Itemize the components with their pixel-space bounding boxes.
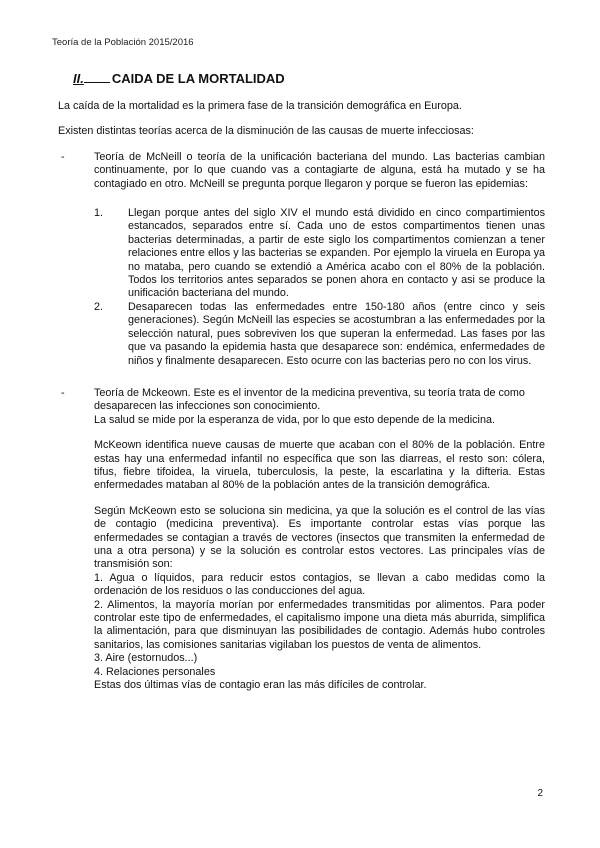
- list-number: 2.: [94, 300, 104, 313]
- intro-paragraph: La caída de la mortalidad es la primera fase de la transición demográfica en Europa.: [58, 100, 462, 112]
- causes-paragraph: McKeown identifica nueve causas de muerte que acaban con el 80% de la población. Entre estas hay una enfermedad infantil no específica que son las diarreas, el resto son: cólera, tifus, fiebre tifoidea, la viruela, tuberculosis, la peste, la escarlatina y la difteria. Estas enfermedades mataban al 80% de la población antes de la transición demográfica.: [94, 439, 545, 492]
- heading-underline: [84, 71, 110, 83]
- theory-mcneill-text: Teoría de McNeill o teoría de la unificación bacteriana del mundo. Las bacterias cambian continuamente, por lo que cuando vas a contagiarte de alguna, está ha mutado y se ha contagiado en otro. McNeill se pregunta porque llegaron y porque se fueron las epidemias:: [94, 150, 545, 190]
- theory-mcneill: [58, 151, 545, 191]
- list-item-text: Desaparecen todas las enfermedades entre 150-180 años (entre cinco y seis generaciones). Según McNeill las especies se acostumbran a las enfermedades por la selección natural, pues sobreviven los que superan la enfermedad. Las fases por las que va pasando la epidemia hasta que desaparece son: endémica, enfermedades de niños y finalmente desaparecen. Esto ocurre con las bacterias pero no con los virus.: [128, 300, 545, 367]
- route-item: 2. Alimentos, la mayoría morían por enfermedades transmitidas por alimentos. Para poder controlar este tipo de enfermedades, el capitalismo impone una dieta más aburrida, simplifica la alimentación, para que disminuyan las posibilidades de contagio. Además hubo controles sanitarios, las comisiones sanitarias vigilaban los puestos de venta de alimentos.: [94, 598, 545, 651]
- bullet-dash: -: [61, 150, 65, 163]
- solution-paragraph: Según McKeown esto se soluciona sin medicina, ya que la solución es el control de las vías de contagio (medicina preventiva). Es importante controlar estas vías porque las enfermedades se contagian a través de vectores (insectos que transmiten la enfermedad de una a otra persona) y se la solución es controlar estos vectores. Las principales vías de transmisión son:: [94, 504, 545, 571]
- theory-mckeown: [58, 387, 545, 693]
- mcneill-list: [58, 207, 545, 368]
- route-item: 3. Aire (estornudos...): [94, 652, 198, 665]
- closing-paragraph: Estas dos últimas vías de contagio eran las más difíciles de controlar.: [94, 679, 427, 692]
- theory-mckeown-text: Teoría de Mckeown. Este es el inventor de la medicina preventiva, su teoría trata de como desaparecen las infecciones son conocimiento.: [94, 386, 525, 413]
- section-number: II.: [73, 71, 84, 86]
- bullet-dash: -: [61, 386, 65, 399]
- list-item: [94, 301, 545, 368]
- route-item: 4. Relaciones personales: [94, 665, 216, 678]
- list-item-text: Llegan porque antes del siglo XIV el mundo está dividido en cinco compartimientos estancados, separados entre sí. Cada uno de estos compartimentos tienen unas bacterias determinadas, a partir de este siglo los compartimentos comienzan a tener relaciones entre ellos y las bacterias se expanden. Por ejemplo la viruela en Europa ya no mataba, pero cuando se extendió a América acabo con el 80% de la población. Todos los territorios antes separados se ponen ahora en contacto y asi se produce la unificación bacteriana del mundo.: [128, 207, 545, 300]
- intro-paragraph: Existen distintas teorías acerca de la disminución de las causas de muerte infecciosas:: [58, 125, 474, 138]
- running-header: Teoría de la Población 2015/2016: [52, 37, 194, 48]
- list-item: [94, 207, 545, 301]
- document-body: [58, 100, 545, 692]
- page-number: 2: [537, 788, 543, 799]
- route-item: 1. Agua o líquidos, para reducir estos contagios, se llevan a cabo medidas como la ordenación de los residuos o las conducciones del agua.: [94, 571, 545, 598]
- section-heading: [73, 71, 285, 86]
- list-number: 1.: [94, 207, 104, 220]
- health-paragraph: La salud se mide por la esperanza de vida, por lo que esto depende de la medicina.: [94, 413, 495, 426]
- section-title: CAIDA DE LA MORTALIDAD: [111, 71, 285, 86]
